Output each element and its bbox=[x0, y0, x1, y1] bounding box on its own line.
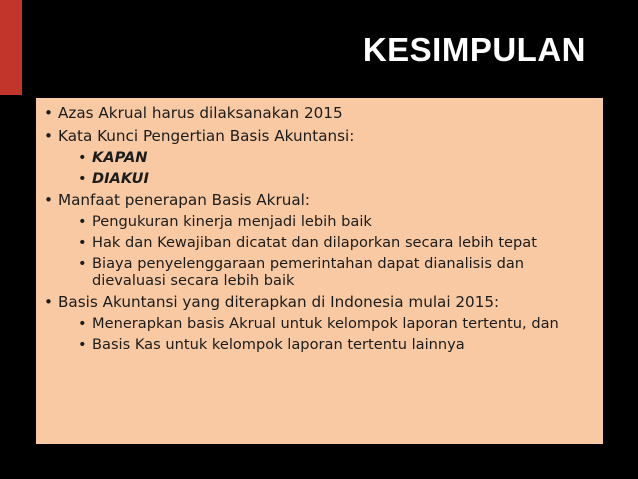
keyword-kapan: KAPAN bbox=[92, 149, 148, 166]
bullet-item bbox=[40, 127, 593, 187]
sub-bullet-list bbox=[58, 315, 593, 353]
bullet-item bbox=[40, 191, 593, 289]
bullet-text: Basis Akuntansi yang diterapkan di Indonesia mulai 2015: bbox=[58, 293, 500, 311]
sub-bullet-text: Hak dan Kewajiban dicatat dan dilaporkan secara lebih tepat bbox=[92, 234, 537, 251]
accent-bar bbox=[0, 0, 22, 95]
sub-bullet-item bbox=[74, 149, 593, 166]
bullet-text: Manfaat penerapan Basis Akrual: bbox=[58, 191, 310, 209]
sub-bullet-list bbox=[58, 149, 593, 187]
slide-title: KESIMPULAN bbox=[362, 31, 586, 68]
sub-bullet-list bbox=[58, 213, 593, 289]
bullet-item bbox=[40, 293, 593, 353]
bullet-list bbox=[40, 104, 593, 353]
sub-bullet-text: Pengukuran kinerja menjadi lebih baik bbox=[92, 213, 372, 230]
keyword-diakui: DIAKUI bbox=[92, 170, 149, 187]
sub-bullet-item bbox=[74, 336, 593, 353]
sub-bullet-item bbox=[74, 234, 593, 251]
sub-bullet-item bbox=[74, 255, 593, 289]
sub-bullet-item bbox=[74, 170, 593, 187]
bullet-item bbox=[40, 104, 593, 123]
sub-bullet-item bbox=[74, 315, 593, 332]
sub-bullet-text: Basis Kas untuk kelompok laporan tertentu lainnya bbox=[92, 336, 465, 353]
content-box bbox=[36, 98, 603, 444]
sub-bullet-item bbox=[74, 213, 593, 230]
sub-bullet-text: Menerapkan basis Akrual untuk kelompok laporan tertentu, dan bbox=[92, 315, 559, 332]
bullet-text: Kata Kunci Pengertian Basis Akuntansi: bbox=[58, 127, 355, 145]
sub-bullet-text: Biaya penyelenggaraan pemerintahan dapat dianalisis dan dievaluasi secara lebih baik bbox=[92, 255, 525, 289]
bullet-text: Azas Akrual harus dilaksanakan 2015 bbox=[58, 104, 343, 122]
